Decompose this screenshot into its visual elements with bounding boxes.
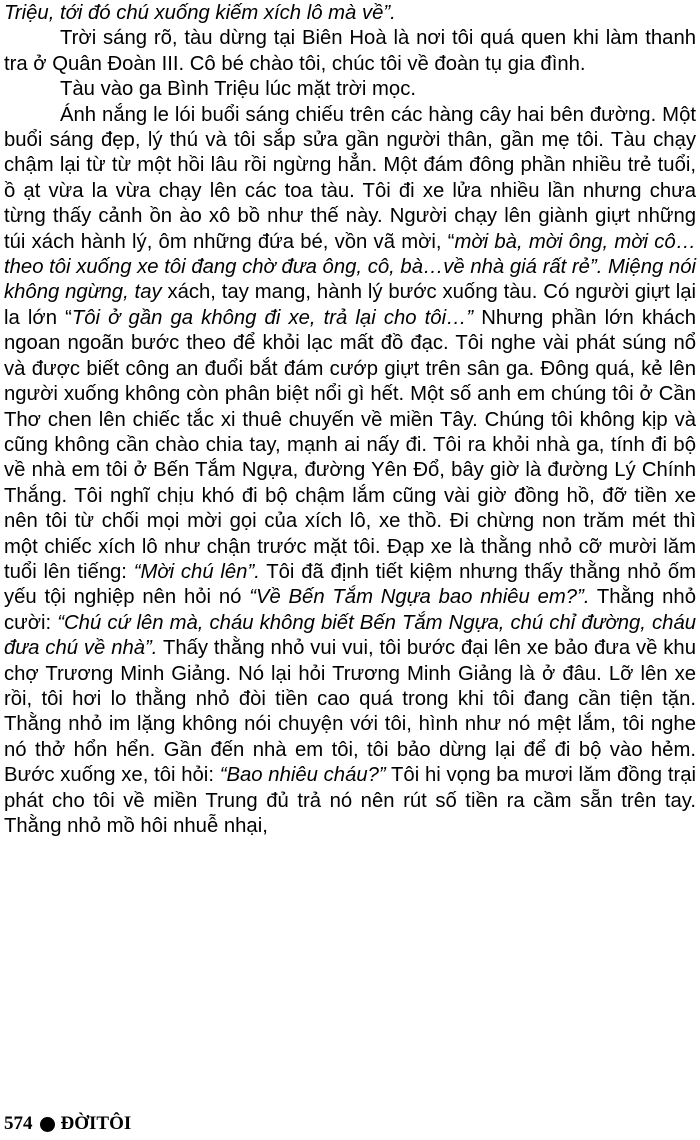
text-segment: xách, tay mang, hành lý bước xuống tàu. Có người giựt lại la lớn “ (4, 281, 696, 329)
text-segment: Tàu vào ga Bình Triệu lúc mặt trời mọc. (60, 78, 416, 101)
italic-text-segment: “Mời chú lên”. (133, 560, 260, 583)
text-segment: Ánh nắng le lói buổi sáng chiếu trên các hàng cây hai bên đường. Một buổi sáng đẹp, lý thú và tôi sắp sửa gần người thân, gần mẹ tôi. Tàu chạy chậm lại từ từ một hồi lâu rồi ngừng hẳn. Một đám đông phần nhiều trẻ tuổi, ồ ạt vừa la vừa chạy lên các toa tàu. Tôi đi xe lửa nhiều lần nhưng chưa từng thấy cảnh ồn ào xô bồ như thế này. Người chạy lên giành giựt những túi xách hành lý, ôm những đứa bé, vồn vã mời, “ (4, 103, 696, 253)
book-title: ĐỜITÔI (60, 1113, 132, 1134)
italic-text-segment: “Về Bến Tắm Ngựa bao nhiêu em?”. (249, 586, 590, 609)
paragraph (4, 103, 696, 840)
paragraph (4, 1, 696, 26)
text-segment: Thấy thằng nhỏ vui vui, tôi bước đại lên xe bảo đưa về khu chợ Trương Minh Giảng. Nó lại hỏi Trương Minh Giảng là ở đâu. Lỡ lên xe rồi, tôi hơi lo thằng nhỏ đòi tiền cao quá trong khi tôi đang cần tiện tặn. Thằng nhỏ im lặng không nói chuyện với tôi, hình như nó mệt lắm, tôi nghe nó thở hổn hển. Gần đến nhà em tôi, tôi bảo dừng lại để đi bộ vào hẻm. Bước xuống xe, tôi hỏi: (4, 637, 696, 787)
italic-text-segment: mời bà, mời ông, mời cô… theo tôi xuống xe tôi đang chờ đưa ông, cô, bà…về nhà giá rất rẻ”. Miệng nói không ngừng, tay (4, 230, 696, 304)
italic-text-segment: Triệu, tới đó chú xuống kiếm xích lô mà về”. (4, 2, 396, 24)
paragraph (4, 77, 696, 102)
text-segment: Tôi hi vọng ba mươi lăm đồng trại phát cho tôi về miền Trung đủ trả nó nên rút số tiền ra cầm sẵn trên tay. Thằng nhỏ mồ hôi nhuễ nhại, (4, 764, 696, 837)
italic-text-segment: “Bao nhiêu cháu?” (219, 764, 386, 787)
italic-text-segment: Tôi ở gần ga không đi xe, trả lại cho tôi…” (71, 306, 474, 329)
text-segment: Nhưng phần lớn khách ngoan ngoãn bước theo để khỏi lạc mất đồ đạc. Tôi nghe vài phát súng nổ và được biết công an đuổi bắt đám cướp giựt trên sân ga. Đông quá, kẻ lên người xuống không còn phân biệt nổi gì hết. Một số anh em chúng tôi ở Cần Thơ chen lên chiếc tắc xi thuê chuyến về miền Tây. Chúng tôi không kịp và cũng không cần chào chia tay, mạnh ai nấy đi. Tôi ra khỏi nhà ga, tính đi bộ về nhà em tôi ở Bến Tắm Ngựa, đường Yên Đổ, bây giờ là đường Lý Chính Thắng. Tôi nghĩ chịu khó đi bộ chậm lắm cũng vài giờ đồng hồ, đỡ tiền xe nên tôi từ chối mọi mời gọi của xích lô, xe thồ. Đi chừng non trăm mét thì một chiếc xích lô như chận trước mặt tôi. Đạp xe là thằng nhỏ cỡ mười lăm tuổi lên tiếng: (4, 306, 696, 583)
italic-text-segment: “Chú cứ lên mà, cháu không biết Bến Tắm Ngựa, chú chỉ đường, cháu đưa chú về nhà”. (4, 611, 696, 660)
page-footer (4, 1113, 131, 1135)
text-segment: Thằng nhỏ cười: (4, 586, 696, 634)
page-number: 574 (4, 1113, 33, 1134)
body-text (4, 1, 696, 839)
text-segment: Tôi đã định tiết kiệm nhưng thấy thằng nhỏ ốm yếu tội nghiệp nên hỏi nó (4, 560, 696, 609)
text-segment: Trời sáng rõ, tàu dừng tại Biên Hoà là nơi tôi quá quen khi làm thanh tra ở Quân Đoàn III. Cô bé chào tôi, chúc tôi về đoàn tụ gia đình. (4, 27, 696, 75)
paragraph (4, 26, 696, 77)
bullet-dot-icon (40, 1117, 55, 1132)
